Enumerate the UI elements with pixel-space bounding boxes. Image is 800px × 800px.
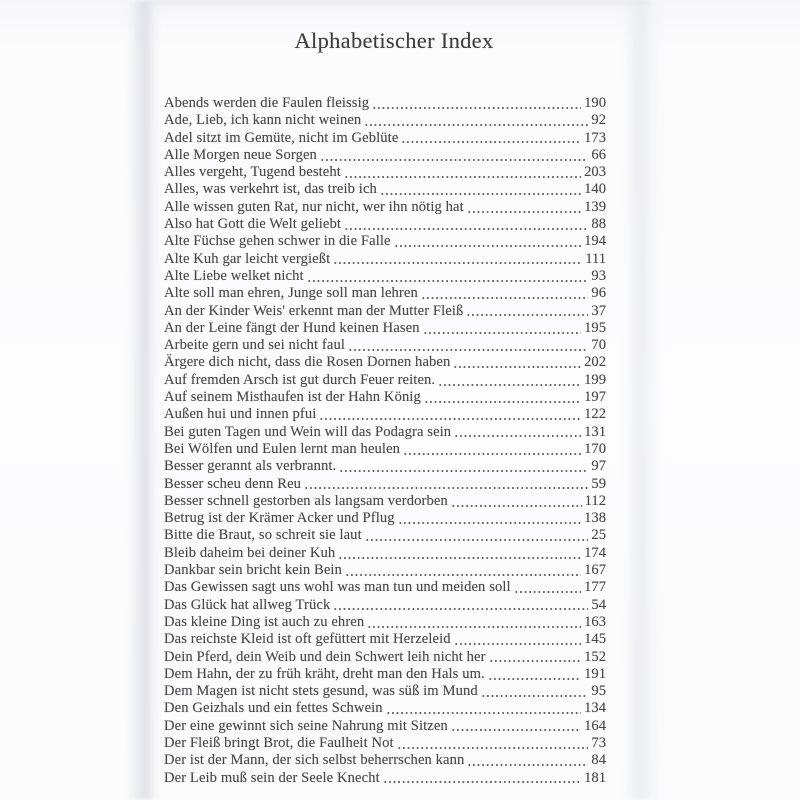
index-entry bbox=[164, 597, 606, 614]
dot-leader bbox=[386, 711, 581, 715]
dot-leader bbox=[344, 175, 581, 179]
entry-page-number: 191 bbox=[584, 665, 606, 682]
entry-page-number: 177 bbox=[584, 579, 606, 596]
entry-page-number: 145 bbox=[584, 631, 606, 648]
index-entry bbox=[164, 735, 606, 752]
index-entry bbox=[164, 683, 606, 700]
index-entry bbox=[164, 372, 606, 389]
entry-page-number: 138 bbox=[584, 510, 606, 527]
index-entry bbox=[164, 303, 606, 320]
dot-leader bbox=[453, 365, 581, 369]
index-entry bbox=[164, 700, 606, 717]
dot-leader bbox=[454, 642, 581, 646]
dot-leader bbox=[451, 728, 581, 732]
entry-label: Alles vergeht, Tugend besteht bbox=[164, 164, 341, 181]
index-entry bbox=[164, 545, 606, 562]
dot-leader bbox=[466, 313, 588, 317]
entry-label: Alte Füchse gehen schwer in die Falle bbox=[164, 233, 391, 250]
index-entry bbox=[164, 147, 606, 164]
dot-leader bbox=[438, 383, 581, 387]
dot-leader bbox=[307, 279, 589, 283]
entry-label: Dein Pferd, dein Weib und dein Schwert leih nicht her bbox=[164, 648, 486, 665]
index-entry bbox=[164, 233, 606, 250]
index-entry bbox=[164, 251, 606, 268]
dot-leader bbox=[394, 244, 582, 248]
dot-leader bbox=[364, 123, 588, 127]
entry-page-number: 93 bbox=[591, 267, 606, 284]
index-entry bbox=[164, 770, 606, 787]
entry-label: Das Glück hat allweg Trück bbox=[164, 596, 331, 613]
page-title: Alphabetischer Index bbox=[294, 28, 494, 53]
entry-page-number: 173 bbox=[584, 129, 606, 146]
entry-label: Alte Kuh gar leicht vergießt bbox=[164, 250, 331, 267]
entry-page-number: 152 bbox=[584, 648, 606, 665]
dot-leader bbox=[320, 158, 588, 162]
entry-page-number: 164 bbox=[584, 717, 606, 734]
entry-label: Alle Morgen neue Sorgen bbox=[164, 146, 317, 163]
dot-leader bbox=[397, 746, 589, 750]
index-page bbox=[164, 0, 606, 787]
index-entry bbox=[164, 112, 606, 129]
entry-page-number: 163 bbox=[584, 613, 606, 630]
index-entry bbox=[164, 337, 606, 354]
entry-label: Der Leib muß sein der Seele Knecht bbox=[164, 769, 380, 786]
index-entry bbox=[164, 441, 606, 458]
entry-page-number: 170 bbox=[584, 440, 606, 457]
dot-leader bbox=[481, 694, 589, 698]
index-entry bbox=[164, 424, 606, 441]
entry-label: Also hat Gott die Welt geliebt bbox=[164, 216, 342, 233]
index-entry bbox=[164, 130, 606, 147]
dot-leader bbox=[489, 659, 582, 663]
dot-leader bbox=[454, 434, 581, 438]
index-entry bbox=[164, 268, 606, 285]
entry-label: Außen hui und innen pfui bbox=[164, 406, 317, 423]
entry-page-number: 95 bbox=[591, 683, 606, 700]
dot-leader bbox=[339, 469, 588, 473]
entry-page-number: 122 bbox=[584, 406, 606, 423]
entry-label: Besser scheu denn Reu bbox=[164, 475, 302, 492]
dot-leader bbox=[423, 331, 581, 335]
dot-leader bbox=[380, 192, 581, 196]
entry-page-number: 197 bbox=[584, 389, 606, 406]
entry-page-number: 131 bbox=[584, 423, 606, 440]
dot-leader bbox=[338, 556, 581, 560]
entry-label: Dem Hahn, der zu früh kräht, dreht man den Hals um. bbox=[164, 665, 485, 682]
dot-leader bbox=[319, 417, 581, 421]
index-entry bbox=[164, 406, 606, 423]
index-entry bbox=[164, 389, 606, 406]
entry-label: Alles, was verkehrt ist, das treib ich bbox=[164, 181, 377, 198]
dot-leader bbox=[367, 625, 581, 629]
entry-page-number: 195 bbox=[584, 319, 606, 336]
entry-page-number: 140 bbox=[584, 181, 606, 198]
entry-label: Bei Wölfen und Eulen lernt man heulen bbox=[164, 440, 401, 457]
entry-page-number: 70 bbox=[591, 337, 606, 354]
entry-label: Der eine gewinnt sich seine Nahrung mit Sitzen bbox=[164, 717, 448, 734]
index-entry bbox=[164, 614, 606, 631]
entry-page-number: 25 bbox=[591, 527, 606, 544]
entry-page-number: 92 bbox=[591, 112, 606, 129]
entry-label: Alte soll man ehren, Junge soll man lehren bbox=[164, 285, 418, 302]
index-entry bbox=[164, 579, 606, 596]
entry-label: Alte Liebe welket nicht bbox=[164, 267, 304, 284]
dot-leader bbox=[401, 140, 581, 144]
index-list bbox=[164, 95, 606, 787]
index-entry bbox=[164, 458, 606, 475]
entry-label: Bei guten Tagen und Wein will das Podagra sein bbox=[164, 423, 452, 440]
entry-label: Das reichste Kleid ist oft gefüttert mit Herzeleid bbox=[164, 631, 451, 648]
index-entry bbox=[164, 527, 606, 544]
dot-leader bbox=[467, 763, 588, 767]
dot-leader bbox=[488, 677, 581, 681]
entry-page-number: 190 bbox=[584, 95, 606, 111]
dot-leader bbox=[345, 573, 581, 577]
index-entry bbox=[164, 320, 606, 337]
index-entry bbox=[164, 199, 606, 216]
index-entry bbox=[164, 510, 606, 527]
entry-label: Ade, Lieb, ich kann nicht weinen bbox=[164, 112, 362, 129]
index-entry bbox=[164, 476, 606, 493]
entry-page-number: 73 bbox=[591, 734, 606, 751]
index-entry bbox=[164, 649, 606, 666]
entry-page-number: 139 bbox=[584, 198, 606, 215]
entry-label: Besser schnell gestorben als langsam verdorben bbox=[164, 492, 448, 509]
index-entry bbox=[164, 164, 606, 181]
entry-page-number: 112 bbox=[584, 492, 606, 509]
entry-label: Ärgere dich nicht, dass die Rosen Dornen haben bbox=[164, 354, 451, 371]
dot-leader bbox=[403, 452, 581, 456]
entry-label: Den Geizhals und ein fettes Schwein bbox=[164, 700, 383, 717]
dot-leader bbox=[333, 261, 582, 265]
entry-label: Arbeite gern und sei nicht faul bbox=[164, 337, 346, 354]
dot-leader bbox=[372, 106, 581, 110]
index-entry bbox=[164, 216, 606, 233]
entry-label: Alle wissen guten Rat, nur nicht, wer ihn nötig hat bbox=[164, 198, 464, 215]
index-entry bbox=[164, 718, 606, 735]
entry-label: Dankbar sein bricht kein Bein bbox=[164, 562, 342, 579]
entry-page-number: 97 bbox=[591, 458, 606, 475]
page-edge-shadow-right bbox=[624, 0, 666, 800]
index-entry bbox=[164, 631, 606, 648]
entry-page-number: 174 bbox=[584, 544, 606, 561]
entry-label: Auf fremden Arsch ist gut durch Feuer reiten. bbox=[164, 371, 436, 388]
index-entry bbox=[164, 285, 606, 302]
entry-label: Abends werden die Faulen fleissig bbox=[164, 95, 370, 111]
entry-page-number: 194 bbox=[584, 233, 606, 250]
page-edge-shadow-left bbox=[128, 0, 160, 800]
index-entry bbox=[164, 354, 606, 371]
dot-leader bbox=[304, 486, 588, 490]
entry-page-number: 84 bbox=[591, 752, 606, 769]
dot-leader bbox=[348, 348, 588, 352]
index-entry bbox=[164, 562, 606, 579]
entry-page-number: 167 bbox=[584, 562, 606, 579]
entry-page-number: 88 bbox=[591, 216, 606, 233]
entry-label: Auf seinem Misthaufen ist der Hahn König bbox=[164, 389, 421, 406]
dot-leader bbox=[333, 607, 588, 611]
dot-leader bbox=[344, 227, 588, 231]
entry-label: Bitte die Braut, so schreit sie laut bbox=[164, 527, 362, 544]
index-entry bbox=[164, 666, 606, 683]
entry-page-number: 203 bbox=[584, 164, 606, 181]
dot-leader bbox=[514, 590, 581, 594]
entry-page-number: 37 bbox=[591, 302, 606, 319]
entry-label: Betrug ist der Krämer Acker und Pflug bbox=[164, 510, 395, 527]
entry-page-number: 199 bbox=[584, 371, 606, 388]
entry-page-number: 54 bbox=[591, 596, 606, 613]
dot-leader bbox=[451, 504, 582, 508]
entry-label: Besser gerannt als verbrannt. bbox=[164, 458, 337, 475]
dot-leader bbox=[421, 296, 589, 300]
entry-page-number: 96 bbox=[591, 285, 606, 302]
index-entry bbox=[164, 181, 606, 198]
entry-page-number: 202 bbox=[584, 354, 606, 371]
dot-leader bbox=[467, 210, 581, 214]
entry-page-number: 111 bbox=[585, 250, 606, 267]
entry-label: Der Fleiß bringt Brot, die Faulheit Not bbox=[164, 734, 394, 751]
entry-label: Das Gewissen sagt uns wohl was man tun und meiden soll bbox=[164, 579, 511, 596]
entry-label: An der Kinder Weis' erkennt man der Mutter Fleiß bbox=[164, 302, 464, 319]
index-entry bbox=[164, 493, 606, 510]
dot-leader bbox=[398, 521, 581, 525]
entry-page-number: 181 bbox=[584, 769, 606, 786]
entry-label: Bleib daheim bei deiner Kuh bbox=[164, 544, 336, 561]
entry-label: Das kleine Ding ist auch zu ehren bbox=[164, 613, 365, 630]
index-entry bbox=[164, 752, 606, 769]
entry-label: Adel sitzt im Gemüte, nicht im Geblüte bbox=[164, 129, 399, 146]
entry-page-number: 59 bbox=[591, 475, 606, 492]
dot-leader bbox=[365, 538, 589, 542]
dot-leader bbox=[383, 780, 581, 784]
entry-page-number: 134 bbox=[584, 700, 606, 717]
entry-label: Der ist der Mann, der sich selbst beherrschen kann bbox=[164, 752, 465, 769]
entry-label: An der Leine fängt der Hund keinen Hasen bbox=[164, 319, 420, 336]
dot-leader bbox=[424, 400, 581, 404]
entry-label: Dem Magen ist nicht stets gesund, was süß im Mund bbox=[164, 683, 478, 700]
index-entry bbox=[164, 95, 606, 112]
entry-page-number: 66 bbox=[591, 146, 606, 163]
